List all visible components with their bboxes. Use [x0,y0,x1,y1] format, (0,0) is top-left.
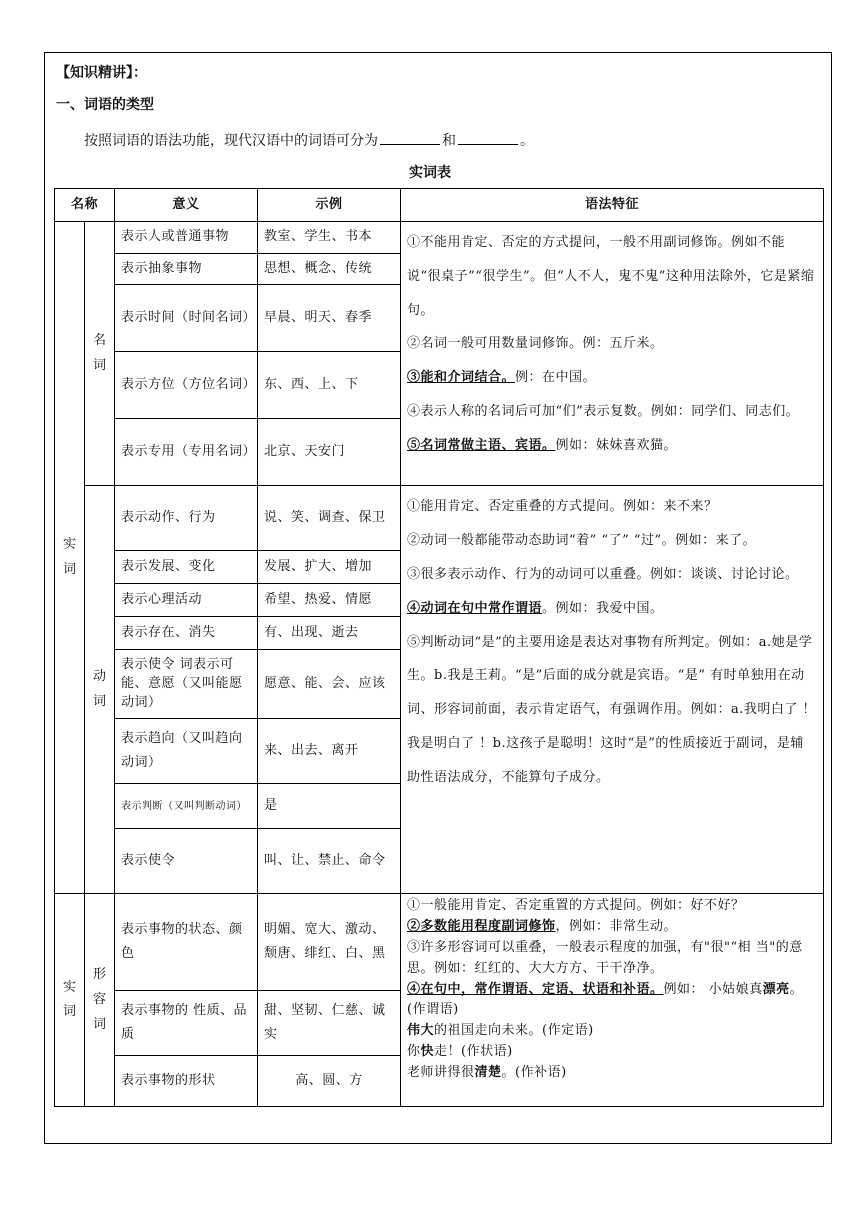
example-cell: 发展、扩大、增加 [258,551,401,584]
example-cell: 叫、让、禁止、命令 [258,829,401,894]
noun-label [85,222,115,486]
meaning-cell: 表示事物的 性质、品质 [115,991,258,1056]
feature-item: ①不能用肯定、否定的方式提问，一般不用副词修饰。例如不能说“很桌子”“很学生”。但“人不人，鬼不鬼”这种用法除外，它是紧缩句。 [407,235,815,318]
intro-and: 和 [442,133,456,149]
table-row [55,222,824,254]
noun-label-text: 名词 [93,333,107,373]
intro-text: 按照词语的语法功能，现代汉语中的词语可分为 [84,133,378,149]
verb-label-text: 动词 [93,669,107,709]
feature-item: ①一般能用肯定、否定重置的方式提问。例如：好不好？ [407,898,745,914]
feature-emphasis: ②多数能用程度副词修饰 [407,919,556,935]
example-cell: 思想、概念、传统 [258,253,401,285]
verb-label [85,486,115,894]
example-cell: 明媚、宽大、激动、颓唐、绯红、白、黑 [258,894,401,991]
meaning-cell: 表示时间（时间名词） [115,285,258,352]
feature-example [407,1063,817,1084]
example-cell: 有、出现、逝去 [258,617,401,650]
feature-emphasis: ③能和介词结合。 [407,370,516,386]
meaning-cell: 表示判断（又叫判断动词） [115,784,258,829]
adj-features [401,894,824,1107]
feature-item: ②动词一般都能带动态助词“着” “了” “过”。例如：来了。 [407,533,757,549]
feature-rest: ，例如：非常生动。 [555,919,678,935]
table-row [55,894,824,991]
feature-emphasis: ⑤名词常做主语、宾语。 [407,437,556,453]
feature-item: ③很多表示动作、行为的动词可以重叠。例如：谈谈、讨论讨论。 [407,566,799,582]
feature-rest: 的祖国走向未来。(作定语) [434,1023,594,1039]
meaning-cell: 表示使令 词表示可能、意愿（又叫能愿动词） [115,650,258,719]
feature-rest: 你 [407,1043,421,1059]
example-cell: 说、笑、调查、保卫 [258,486,401,551]
feature-item [407,429,817,463]
fill-blank-2[interactable] [458,130,518,145]
table-row [55,486,824,551]
header-example: 示例 [258,189,401,222]
meaning-cell: 表示方位（方位名词） [115,352,258,419]
feature-rest: 例如： 小姑娘真 [663,981,763,997]
meaning-cell: 表示趋向（又叫趋向动词） [115,719,258,784]
header-row [55,189,824,222]
feature-emphasis: ④动词在句中常作谓语 [407,600,543,616]
intro-end: 。 [520,133,534,149]
meaning-cell: 表示事物的形状 [115,1056,258,1107]
meaning-cell: 表示心理活动 [115,584,258,617]
meaning-cell: 表示事物的状态、颜色 [115,894,258,991]
header-meaning: 意义 [115,189,258,222]
feature-word: 漂亮 [762,981,790,997]
meaning-cell: 表示专用（专用名词） [115,419,258,486]
feature-item [407,592,817,626]
feature-item [407,917,817,938]
fill-blank-1[interactable] [380,130,440,145]
feature-item [407,980,817,1022]
feature-word: 清楚 [474,1064,502,1080]
table-title: 实词表 [409,165,451,181]
noun-features [401,222,824,486]
feature-word: 伟大 [407,1023,435,1039]
feature-item: ②名词一般可用数量词修饰。例：五斤米。 [407,336,664,352]
header-feature: 语法特征 [401,189,824,222]
feature-example [407,1021,817,1042]
example-cell: 高、圆、方 [258,1056,401,1107]
feature-rest: 。(作谓语) [407,981,804,1018]
feature-rest: 走！(作状语) [434,1043,513,1059]
group-label-text: 实词 [63,979,77,1020]
feature-item: ④表示人称的名词后可加“们”表示复数。例如：同学们、同志们。 [407,403,800,419]
verb-features [401,486,824,894]
feature-rest: 老师讲得很 [407,1064,475,1080]
meaning-cell: 表示发展、变化 [115,551,258,584]
intro-sentence [84,130,534,150]
group-label-2 [55,894,85,1107]
example-cell: 北京、天安门 [258,419,401,486]
example-cell: 教室、学生、书本 [258,222,401,254]
feature-emphasis: ④在句中，常作谓语、定语、状语和补语。 [407,981,664,997]
feature-word: 快 [420,1043,435,1059]
adj-label [85,894,115,1107]
example-cell: 甜、坚韧、仁慈、诚实 [258,991,401,1056]
adj-label-text: 形容词 [93,967,107,1032]
feature-rest: 例如：妹妹喜欢猫。 [555,437,678,453]
feature-item [407,361,817,395]
example-cell: 愿意、能、会、应该 [258,650,401,719]
knowledge-heading: 【知识精讲】： [56,65,147,81]
example-cell: 东、西、上、下 [258,352,401,419]
example-cell: 早晨、明天、春季 [258,285,401,352]
feature-rest: 。(作补语) [501,1064,567,1080]
feature-example [407,1042,817,1063]
meaning-cell: 表示存在、消失 [115,617,258,650]
group-label-1 [55,222,85,894]
meaning-cell: 表示动作、行为 [115,486,258,551]
header-name: 名称 [55,189,115,222]
content-words-table [54,188,824,1107]
example-cell: 希望、热爱、情愿 [258,584,401,617]
meaning-cell: 表示抽象事物 [115,253,258,285]
feature-item: ③许多形容词可以重叠，一般表示程度的加强，有"很"“相 当"的意思。例如：红红的、大大方方、干干净净。 [407,939,803,976]
example-cell: 来、出去、离开 [258,719,401,784]
meaning-cell: 表示使令 [115,829,258,894]
example-cell: 是 [258,784,401,829]
feature-rest: 例：在中国。 [515,370,597,386]
feature-item: ①能用肯定、否定重叠的方式提问。例如：来不来？ [407,499,718,515]
feature-item: ⑤判断动词“是”的主要用途是表达对事物有所判定。例如：a.她是学生。b.我是王莉。“是”后面的成分就是宾语。“是” 有时单独用在动词、形容词前面，表示肯定语气，有强调作用。例如：a.我明白了 ！我是明白了 ！b.这孩子是聪明！这时“是”的性质接近于副词，是辅助性语法成分，不能算句子成分。 [407,634,817,785]
feature-rest: 。例如：我爱中国。 [542,600,664,616]
meaning-cell: 表示人或普通事物 [115,222,258,254]
group-label-text: 实词 [63,537,77,577]
section-title: 一、词语的类型 [56,97,154,113]
